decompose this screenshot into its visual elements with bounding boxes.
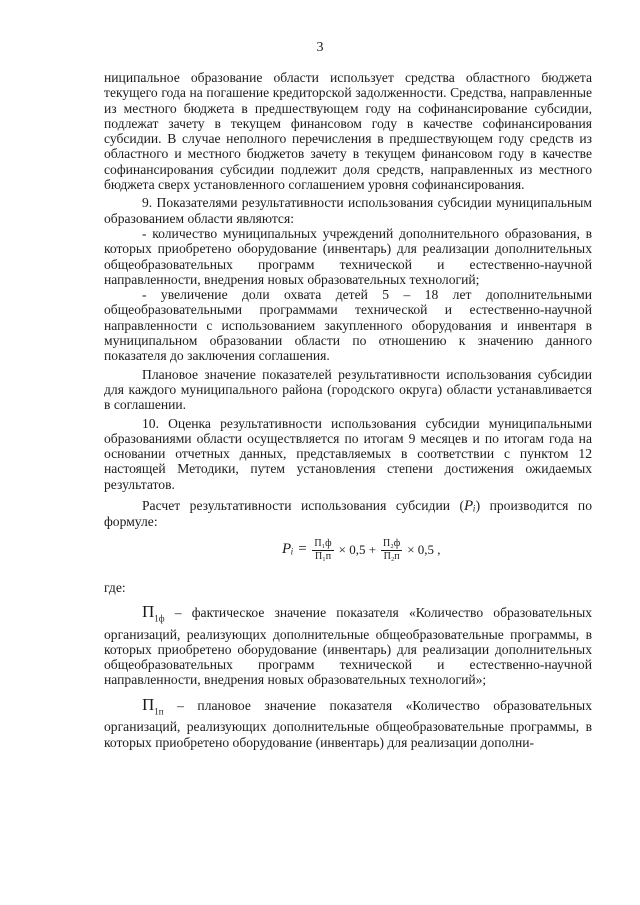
formula-lhs: Pᵢ = <box>282 541 308 558</box>
fraction-2-denominator: П₂п <box>383 550 400 562</box>
calc-text-before: Расчет результативности использования субсидии ( <box>142 498 465 514</box>
formula-multiplier-2: × 0,5 , <box>407 542 441 558</box>
result-formula <box>104 536 592 572</box>
calc-symbol: Pᵢ <box>464 498 476 515</box>
bullet-indicator-2: - увеличение доли охвата детей 5 – 18 лет дополнительными общеобразовательными программами технической и естественно-научной направленности с использованием закупленного оборудования и инвентаря в муниципальном образовании области по отношению к значению данного показателя до заключения соглашения. <box>104 287 592 364</box>
paragraph-9: 9. Показателями результативности использования субсидии муниципальным образованием области являются: <box>104 195 592 226</box>
paragraph-calculation <box>104 498 592 530</box>
paragraph-plan-value: Плановое значение показателей результативности использования субсидии для каждого муниципального района (городского округа) области устанавливается в соглашении. <box>104 366 592 413</box>
def-1f-text: – фактическое значение показателя «Количество образовательных организаций, реализующих дополнительные общеобразовательные программы, в которых приобретено оборудование (инвентарь) для реализации дополнительных общеобразовательных программ технической и естественно-научной направленности, внедрения новых образовательных технологий»; <box>104 604 592 688</box>
fraction-1-numerator: П₁ф <box>314 537 332 549</box>
def-1f-symbol: $П_{1ф}$ <box>142 601 165 624</box>
formula-fraction-2 <box>381 538 402 563</box>
fraction-2-numerator: П₂ф <box>383 537 401 549</box>
def-1p-text: – плановое значение показателя «Количество образовательных организаций, реализующих дополнительные общеобразовательные программы, в которых приобретено оборудование (инвентарь) для реализации дополни- <box>104 697 592 750</box>
formula-multiplier-1: × 0,5 + <box>338 542 377 558</box>
formula-fraction-1 <box>312 538 333 563</box>
definition-p1-fact <box>104 601 592 688</box>
bullet-indicator-1: - количество муниципальных учреждений дополнительного образования, в которых приобретено оборудование (инвентарь) для реализации дополнительных общеобразовательных программ технической и естественно-научной направленности, внедрения новых образовательных технологий; <box>104 225 592 287</box>
document-body <box>104 70 592 750</box>
where-label: где: <box>104 579 126 595</box>
page-number: 3 <box>316 40 324 55</box>
paragraph-10: 10. Оценка результативности использования субсидии муниципальными образованиями области осуществляется по итогам 9 месяцев и по итогам года на основании отчетных данных, представляемых в соответствии с пунктом 12 настоящей Методики, путем установления степени достижения ожидаемых результатов. <box>104 415 592 492</box>
calc-text-after: ) производится по формуле: <box>104 498 592 530</box>
def-1p-symbol: $П_{1п}$ <box>142 694 164 717</box>
definition-p1-plan <box>104 694 592 750</box>
paragraph-intro: ниципальное образование области использует средства областного бюджета текущего года на погашение кредиторской задолженности. Средства, направленные из местного бюджета в предшествующем году на софинансирование субсидии, подлежат зачету в текущем финансовом году в качестве софинансирования субсидии. В случае неполного перечисления в предшествующем году средств из областного и местного бюджетов зачету в текущем финансовом году в качестве софинансирования субсидии подлежит доля средств, направленных из местного бюджета сверх установленного соглашением уровня софинансирования. <box>104 70 592 193</box>
fraction-1-denominator: П₁п <box>314 550 332 562</box>
